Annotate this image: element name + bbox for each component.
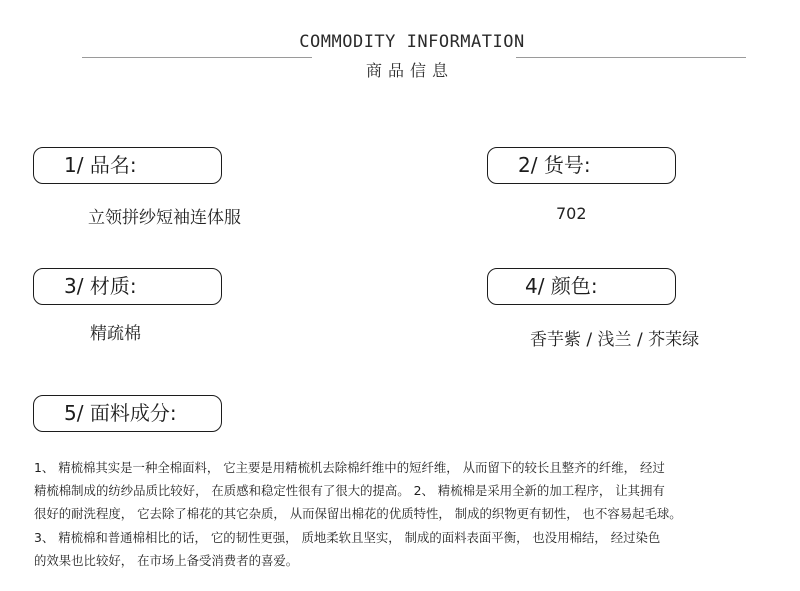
fabric-label-box (33, 395, 222, 432)
name-label-box (33, 147, 222, 184)
description-line: 1、 精梳棉其实是一种全棉面料， 它主要是用精梳机去除棉纤维中的短纤维， 从而留下的较长且整齐的纤维， 经过 (34, 460, 665, 475)
name-label: 1/ 品名: (64, 153, 137, 177)
item-no-label: 2/ 货号: (518, 153, 591, 177)
header-title-zh: 商品信息 (365, 61, 454, 80)
material-label: 3/ 材质: (64, 274, 137, 298)
description-line: 的效果也比较好， 在市场上备受消费者的喜爱。 (34, 552, 299, 568)
color-label: 4/ 颜色: (525, 274, 598, 298)
description-line: 很好的耐洗程度， 它去除了棉花的其它杂质， 从而保留出棉花的优质特性， 制成的织物更有韧性， 也不容易起毛球。 (34, 506, 682, 522)
description-line: 精梳棉制成的纺纱品质比较好， 在质感和稳定性很有了很大的提高。 2、 精梳棉是采用全新的加工程序， 让其拥有 (34, 483, 665, 499)
color-label-box (487, 268, 676, 305)
item-no-value: 702 (556, 204, 587, 223)
material-value: 精疏棉 (90, 324, 141, 344)
item-no-label-box (487, 147, 676, 184)
material-label-box (33, 268, 222, 305)
name-value: 立领拼纱短袖连体服 (88, 208, 241, 228)
header-title-en: COMMODITY INFORMATION (299, 32, 525, 52)
color-value: 香芋紫 / 浅兰 / 芥茉绿 (530, 330, 700, 350)
fabric-description (34, 456, 774, 572)
description-line: 3、 精梳棉和普通棉相比的话， 它的韧性更强， 质地柔软且坚实， 制成的面料表面平衡， 也没用棉结， 经过染色 (34, 529, 661, 545)
fabric-label: 5/ 面料成分: (64, 401, 177, 425)
